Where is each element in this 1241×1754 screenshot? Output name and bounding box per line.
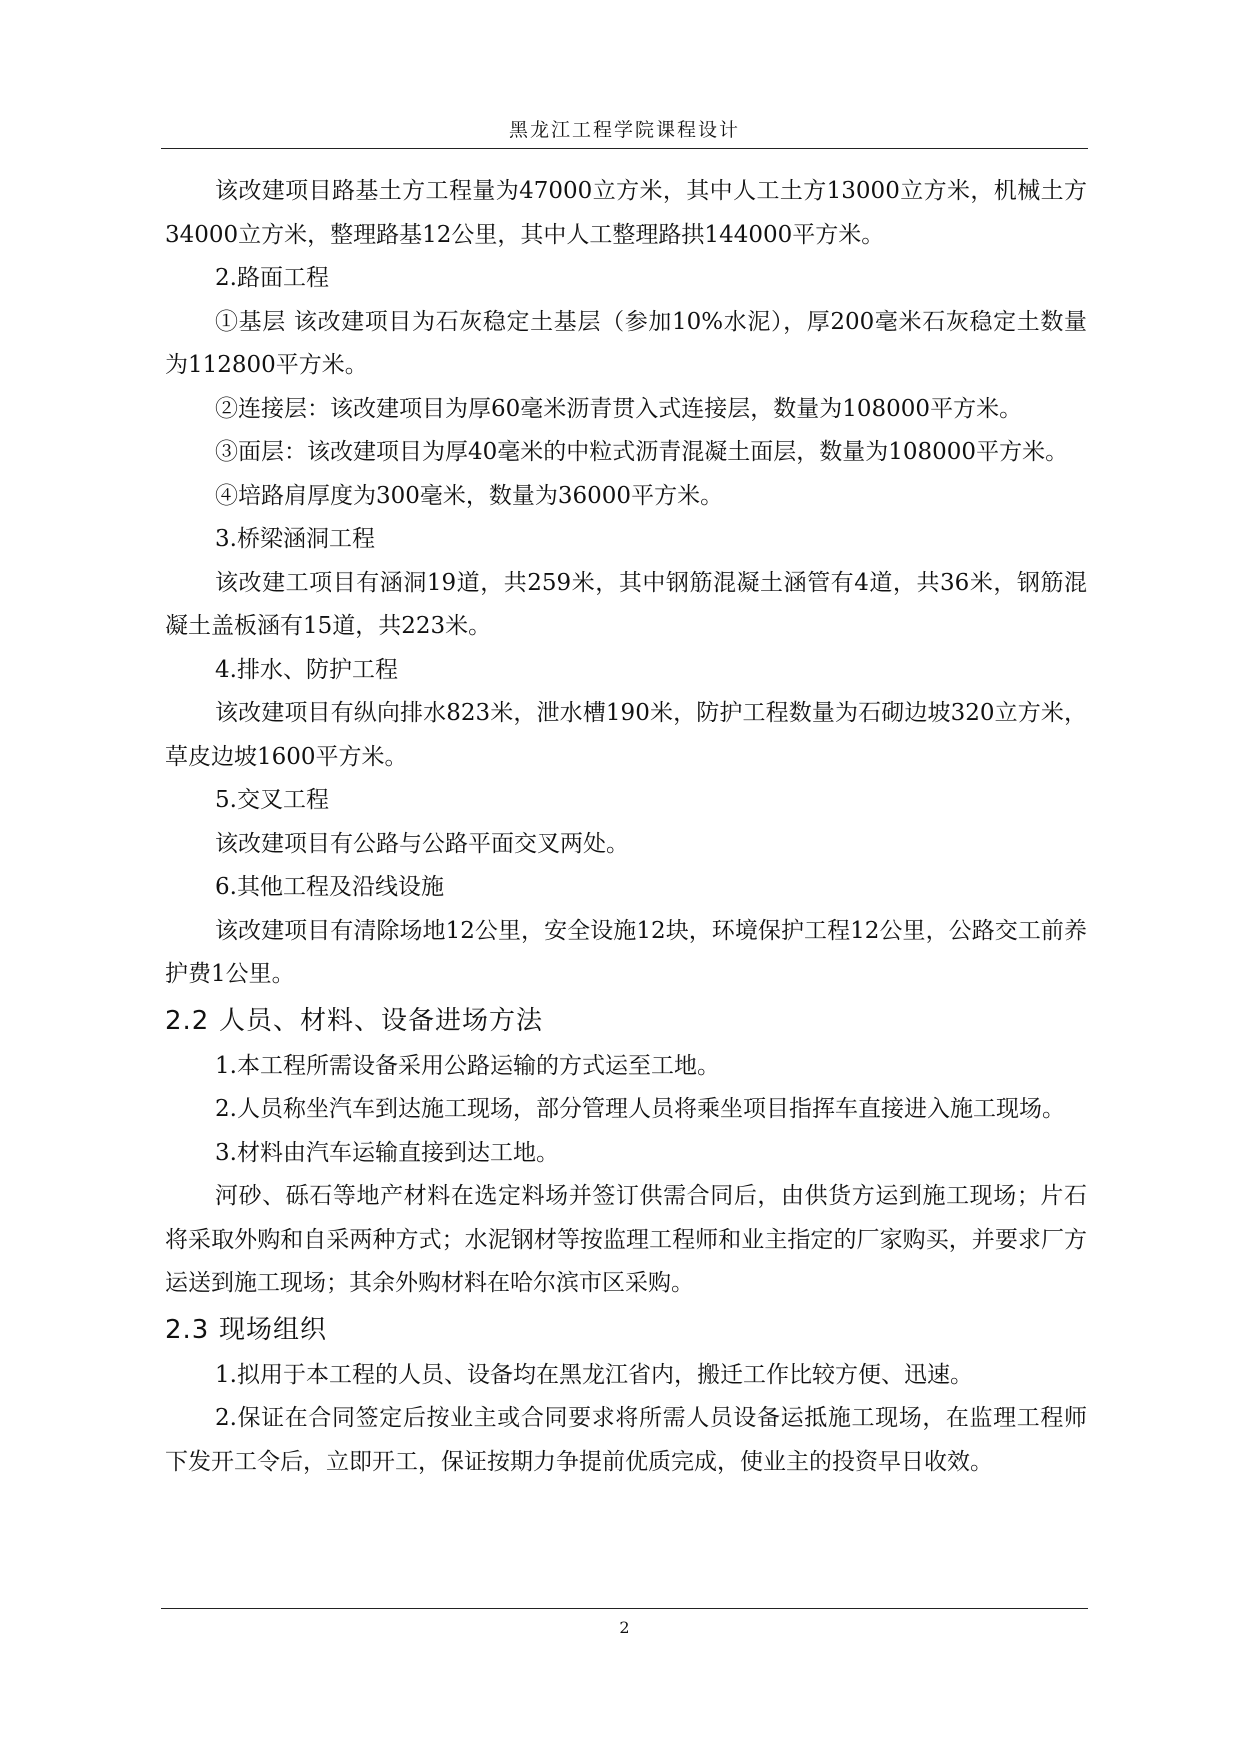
heading-pavement: 2.路面工程: [215, 265, 329, 291]
footer-divider: [161, 1608, 1088, 1609]
paragraph-connecting-layer: ②连接层：该改建项目为厚60毫米沥青贯入式连接层，数量为108000平方米。: [215, 395, 1023, 422]
paragraph-subgrade: 该改建项目路基土方工程量为47000立方米，其中人工土方13000立方米，机械土方34000立方米，整理路基12公里，其中人工整理路拱144000平方米。: [165, 178, 1087, 248]
paragraph-material-sourcing: 河砂、砾石等地产材料在选定料场并签订供需合同后，由供货方运到施工现场；片石将采取外购和自采两种方式；水泥钢材等按监理工程师和业主指定的厂家购买，并要求厂方运送到施工现场；其余外购材料在哈尔滨市区采购。: [165, 1183, 1087, 1296]
paragraph-drainage: 该改建项目有纵向排水823米，泄水槽190米，防护工程数量为石砌边坡320立方米，草皮边坡1600平方米。: [165, 700, 1087, 770]
paragraph-material-transport: 3.材料由汽车运输直接到达工地。: [215, 1139, 559, 1166]
paragraph-equipment-transport: 1.本工程所需设备采用公路运输的方式运至工地。: [215, 1052, 720, 1079]
paragraph-other-works: 该改建项目有清除场地12公里，安全设施12块，环境保护工程12公里，公路交工前养护费1公里。: [165, 917, 1087, 987]
heading-drainage: 4.排水、防护工程: [215, 656, 398, 683]
paragraph-personnel-arrival: 2.人员称坐汽车到达施工现场，部分管理人员将乘坐项目指挥车直接进入施工现场。: [215, 1096, 1065, 1122]
paragraph-intersection: 该改建项目有公路与公路平面交叉两处。: [215, 830, 629, 857]
section-title: 现场组织: [219, 1314, 328, 1345]
paragraph-schedule-guarantee: 2.保证在合同签定后按业主或合同要求将所需人员设备运抵施工现场，在监理工程师下发开工令后，立即开工，保证按期力争提前优质完成，使业主的投资早日收效。: [165, 1405, 1087, 1475]
heading-other-works: 6.其他工程及沿线设施: [215, 874, 444, 900]
page-number: 2: [619, 1618, 630, 1637]
paragraph-base-layer: ①基层 该改建项目为石灰稳定土基层（参加10%水泥），厚200毫米石灰稳定土数量为112800平方米。: [165, 308, 1087, 378]
section-title: 人员、材料、设备进场方法: [219, 1005, 544, 1036]
paragraph-bridge-culvert: 该改建工项目有涵洞19道，共259米，其中钢筋混凝土涵管有4道，共36米，钢筋混凝土盖板涵有15道，共223米。: [165, 569, 1087, 639]
paragraph-shoulder: ④培路肩厚度为300毫米，数量为36000平方米。: [215, 482, 724, 509]
heading-bridge-culvert: 3.桥梁涵洞工程: [215, 526, 375, 552]
section-heading-2-3: [165, 1306, 1087, 1354]
document-body: [165, 170, 1087, 1484]
section-number: 2.2: [165, 1005, 210, 1036]
section-heading-2-2: [165, 997, 1087, 1045]
heading-intersection: 5.交叉工程: [215, 787, 329, 813]
paragraph-surface-layer: ③面层：该改建项目为厚40毫米的中粒式沥青混凝土面层，数量为108000平方米。: [215, 439, 1069, 465]
header-divider: [161, 148, 1088, 149]
section-number: 2.3: [165, 1314, 210, 1345]
page-header-title: 黑龙江工程学院课程设计: [508, 119, 740, 141]
paragraph-site-personnel: 1.拟用于本工程的人员、设备均在黑龙江省内，搬迁工作比较方便、迅速。: [215, 1361, 973, 1388]
